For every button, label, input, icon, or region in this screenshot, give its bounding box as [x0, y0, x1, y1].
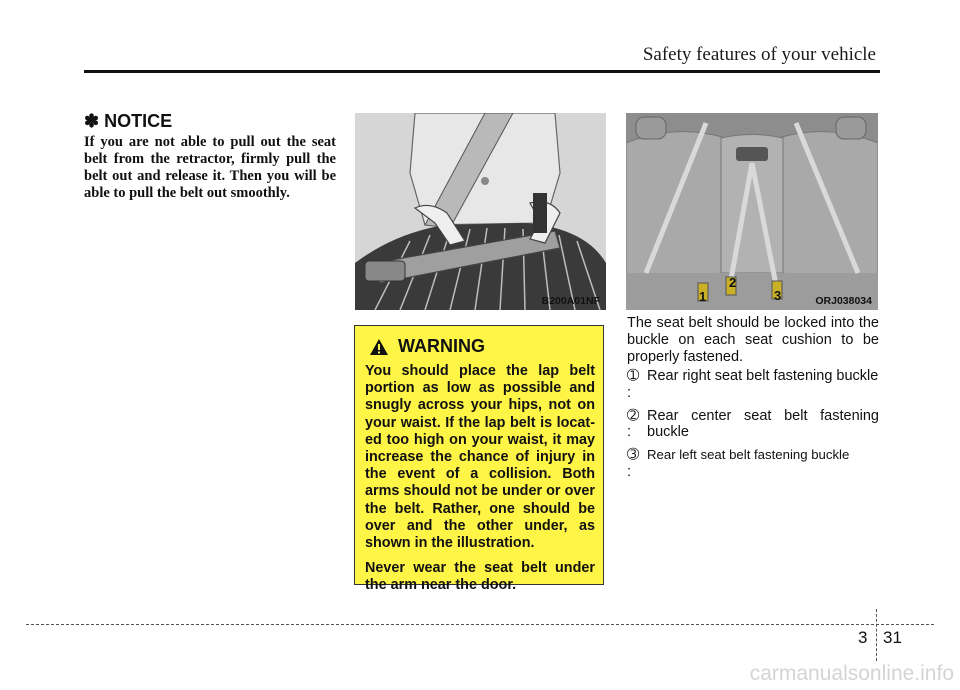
footer-rule [26, 624, 934, 625]
warning-box [354, 325, 604, 594]
list-item-text: Rear left seat belt fastening buckle [647, 447, 850, 463]
callout-3: 3 [774, 288, 782, 303]
list-item-text: Rear center seat belt fastening buckle [647, 407, 879, 441]
list-item-number: ➁ : [627, 407, 640, 441]
rear-seat-drawing [626, 113, 878, 310]
header-rule [84, 70, 880, 73]
warning-header [369, 336, 595, 357]
list-item [627, 447, 879, 481]
list-item [627, 408, 879, 442]
list-item-number: ➀ : [627, 368, 640, 401]
figure-code-lap-belt: B200A01NF [541, 295, 600, 307]
watermark: carmanualsonline.info [749, 662, 954, 685]
callout-2: 2 [729, 275, 737, 290]
lap-belt-drawing [355, 113, 606, 310]
buckle-intro: The seat belt should be locked into the buckle on each seat cushion to be properly fastened. [627, 315, 879, 365]
warning-paragraph: Never wear the seat belt under the arm near the door. [365, 560, 595, 594]
list-item-text: Rear right seat belt fastening buckle [647, 368, 879, 384]
header-title: Safety features of your vehicle [642, 44, 876, 65]
notice-heading: ✽ NOTICE [84, 111, 173, 131]
rear-buckles-illustration [626, 113, 878, 310]
chapter-number: 3 [858, 628, 868, 647]
warning-triangle-icon [369, 338, 389, 356]
warning-title: WARNING [398, 336, 485, 356]
figure-code-rear-buckles: ORJ038034 [815, 295, 872, 307]
notice-body: If you are not able to pull out the seat belt from the retractor, firmly pull the belt out and release it. Then you will be able to pull the belt out smoothly. [84, 134, 336, 201]
list-item [627, 368, 879, 402]
buckle-list [627, 368, 879, 487]
lap-belt-illustration [355, 113, 606, 310]
callout-1: 1 [699, 289, 707, 304]
list-item-number: ➂ : [627, 447, 640, 480]
page-number: 31 [883, 628, 902, 647]
warning-paragraph: You should place the lap belt portion as low as possible and snugly across your hips, not on your waist. If the lap belt is locat- ed too high on your waist, it may increase the chance of injury in the event of a collision. Both arms should not be under or over the belt. Rather, one should be over and the other under, as shown in the illustration. [365, 363, 595, 552]
footer-divider [876, 609, 877, 661]
